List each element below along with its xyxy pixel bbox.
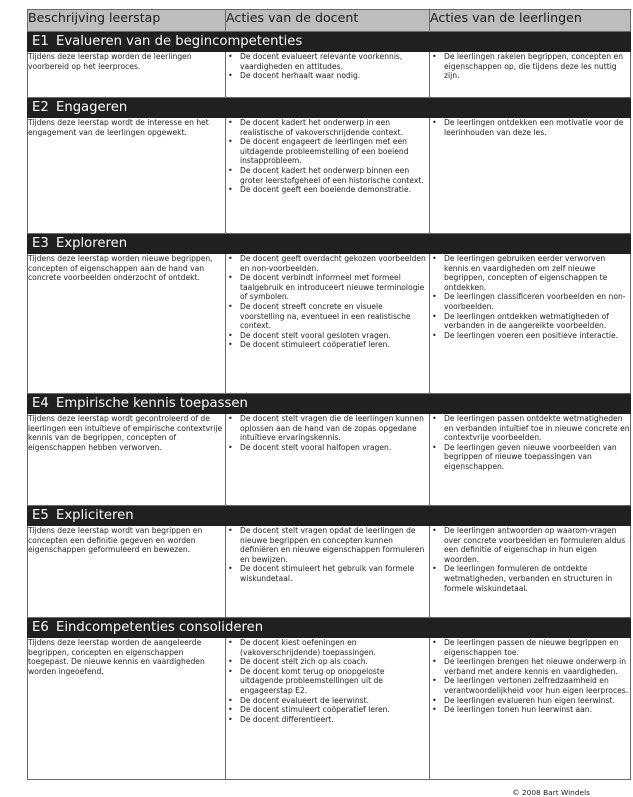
list-item: • De leerlingen geven nieuwe voorbeelden van begrippen of nieuwe toepassingen van eigenschappen. — [444, 443, 630, 472]
section-content-row — [28, 526, 631, 618]
copyright-notice: © 2008 Bart Windels — [512, 788, 590, 797]
step-description: Tijdens deze leerstap wordt de interesse en het engagement van de leerlingen opgewekt. — [28, 118, 226, 234]
list-item: • De docent kadert het onderwerp binnen een groter leerstofgeheel of een historische context. — [240, 166, 429, 185]
header-row — [28, 10, 631, 32]
section-header-row — [28, 234, 631, 254]
student-actions-cell — [430, 118, 631, 234]
teacher-actions-cell — [226, 52, 430, 98]
section-title-text: Expliciteren — [56, 508, 134, 523]
section-code: E3 — [32, 236, 49, 251]
header-description: Beschrijving leerstap — [28, 10, 226, 32]
teacher-actions-cell — [226, 638, 430, 780]
list-item: • De leerlingen voeren een positieve interactie. — [444, 331, 630, 341]
list-item: • De docent stimuleert coöperatief leren. — [240, 705, 429, 715]
list-item: • De leerlingen formuleren de ontdekte wetmatigheden, verbanden en structuren in formele wiskundetaal. — [444, 564, 630, 593]
student-actions-cell — [430, 52, 631, 98]
section-title — [28, 98, 631, 118]
list-item: • De leerlingen passen de nieuwe begrippen en eigenschappen toe. — [444, 638, 630, 657]
step-description: Tijdens deze leerstap worden nieuwe begrippen, concepten of eigenschappen aan de hand van concrete voorbeelden onderzocht of ontdekt. — [28, 254, 226, 394]
section-title-text: Empirische kennis toepassen — [56, 396, 248, 411]
list-item: • De docent stelt vragen die de leerlingen kunnen oplossen aan de hand van de zopas opgedane intuïtieve ervaringskennis. — [240, 414, 429, 443]
list-item: • De leerlingen brengen het nieuwe onderwerp in verband met andere kennis en vaardigheden. — [444, 657, 630, 676]
section-title — [28, 32, 631, 52]
step-description: Tijdens deze leerstap wordt gecontroleerd of de leerlingen een intuïtieve of empirische contextvrije kennis van de begrippen, concepten of eigenschappen hebben verworven. — [28, 414, 226, 506]
section-content-row — [28, 254, 631, 394]
list-item: • De leerlingen evalueren hun eigen leerwinst. — [444, 696, 630, 706]
teacher-actions-cell — [226, 254, 430, 394]
document — [27, 9, 630, 797]
teacher-actions-list — [226, 118, 429, 195]
list-item: • De leerlingen rakelen begrippen, concepten en eigenschappen op, die tijdens deze les nuttig zijn. — [444, 52, 630, 81]
student-actions-cell — [430, 526, 631, 618]
section-title — [28, 394, 631, 414]
list-item: • De leerlingen tonen hun leerwinst aan. — [444, 705, 630, 715]
list-item: • De leerlingen vertonen zelfredzaamheid en verantwoordelijkheid voor hun eigen leerproces. — [444, 676, 630, 695]
list-item: • De docent evalueert de leerwinst. — [240, 696, 429, 706]
teacher-actions-cell — [226, 414, 430, 506]
list-item: • De leerlingen classificeren voorbeelden en non-voorbeelden. — [444, 292, 630, 311]
section-title-text: Exploreren — [56, 236, 128, 251]
section-title — [28, 618, 631, 638]
list-item: • De docent geeft overdacht gekozen voorbeelden en non-voorbeelden. — [240, 254, 429, 273]
teacher-actions-list — [226, 52, 429, 81]
learning-steps-table — [27, 9, 631, 780]
list-item: • De docent herhaalt waar nodig. — [240, 71, 429, 81]
list-item: • De leerlingen ontdekken wetmatigheden of verbanden in de aangereikte voorbeelden. — [444, 312, 630, 331]
teacher-actions-cell — [226, 526, 430, 618]
teacher-actions-list — [226, 526, 429, 584]
section-title-text: Evalueren van de begincompetenties — [56, 34, 303, 49]
list-item: • De docent evalueert relevante voorkennis, vaardigheden en attitudes. — [240, 52, 429, 71]
list-item: • De leerlingen gebruiken eerder verworven kennis en vaardigheden om zelf nieuwe begrippen, concepten of eigenschappen te ontdekken. — [444, 254, 630, 292]
step-description: Tijdens deze leerstap wordt van begrippen en concepten een definitie gegeven en worden eigenschappen geformuleerd en bewezen. — [28, 526, 226, 618]
section-code: E4 — [32, 396, 49, 411]
student-actions-cell — [430, 254, 631, 394]
section-content-row — [28, 414, 631, 506]
step-description: Tijdens deze leerstap worden de aangeleerde begrippen, concepten en eigenschappen toegepast. De nieuwe kennis en vaardigheden worden ingeoefend. — [28, 638, 226, 780]
section-code: E1 — [32, 34, 49, 49]
teacher-actions-cell — [226, 118, 430, 234]
section-title-text: Eindcompetenties consolideren — [56, 620, 264, 635]
section-header-row — [28, 32, 631, 52]
section-code: E5 — [32, 508, 49, 523]
list-item: • De docent stelt vooral halfopen vragen. — [240, 443, 429, 453]
section-content-row — [28, 118, 631, 234]
section-header-row — [28, 506, 631, 526]
list-item: • De docent stimuleert het gebruik van formele wiskundetaal. — [240, 564, 429, 583]
list-item: • De leerlingen antwoorden op waarom-vragen over concrete voorbeelden en formuleren aldus een definitie of eigenschap in hun eigen woorden. — [444, 526, 630, 564]
list-item: • De docent differentieert. — [240, 715, 429, 725]
list-item: • De docent stelt vooral gesloten vragen. — [240, 331, 429, 341]
list-item: • De leerlingen passen ontdekte wetmatigheden en verbanden intuïtief toe in nieuwe concrete en contextvrije voorbeelden. — [444, 414, 630, 443]
student-actions-cell — [430, 638, 631, 780]
list-item: • De docent engageert de leerlingen met een uitdagende probleemstelling of een boeiend instapprobleem. — [240, 137, 429, 166]
list-item: • De docent stimuleert coöperatief leren. — [240, 340, 429, 350]
teacher-actions-list — [226, 414, 429, 452]
list-item: • De docent verbindt informeel met formeel taalgebruik en introduceert nieuwe terminologie of symbolen. — [240, 273, 429, 302]
section-content-row — [28, 638, 631, 780]
section-title — [28, 506, 631, 526]
student-actions-list — [430, 254, 630, 340]
step-description: Tijdens deze leerstap worden de leerlingen voorbereid op het leerproces. — [28, 52, 226, 98]
section-code: E6 — [32, 620, 49, 635]
teacher-actions-list — [226, 254, 429, 350]
header-student-actions: Acties van de leerlingen — [430, 10, 631, 32]
student-actions-list — [430, 414, 630, 472]
section-header-row — [28, 98, 631, 118]
section-title-text: Engageren — [56, 100, 128, 115]
section-header-row — [28, 394, 631, 414]
list-item: • De docent kadert het onderwerp in een realistische of vakoverschrijdende context. — [240, 118, 429, 137]
list-item: • De leerlingen ontdekken een motivatie voor de leerinhouden van deze les. — [444, 118, 630, 137]
student-actions-cell — [430, 414, 631, 506]
section-header-row — [28, 618, 631, 638]
list-item: • De docent komt terug op onopgeloste uitdagende probleemstellingen uit de engageerstap E2. — [240, 667, 429, 696]
header-teacher-actions: Acties van de docent — [226, 10, 430, 32]
list-item: • De docent stelt vragen opdat de leerlingen de nieuwe begrippen en concepten kunnen definiëren en nieuwe eigenschappen formuleren en bewijzen. — [240, 526, 429, 564]
teacher-actions-list — [226, 638, 429, 724]
student-actions-list — [430, 52, 630, 81]
list-item: • De docent kiest oefeningen en (vakoverschrijdende) toepassingen. — [240, 638, 429, 657]
section-title — [28, 234, 631, 254]
table-body — [28, 32, 631, 780]
list-item: • De docent geeft een boeiende demonstratie. — [240, 185, 429, 195]
student-actions-list — [430, 118, 630, 137]
list-item: • De docent streeft concrete en visuele voorstelling na, eventueel in een realistische context. — [240, 302, 429, 331]
list-item: • De docent stelt zich op als coach. — [240, 657, 429, 667]
section-content-row — [28, 52, 631, 98]
section-code: E2 — [32, 100, 49, 115]
student-actions-list — [430, 526, 630, 593]
student-actions-list — [430, 638, 630, 715]
